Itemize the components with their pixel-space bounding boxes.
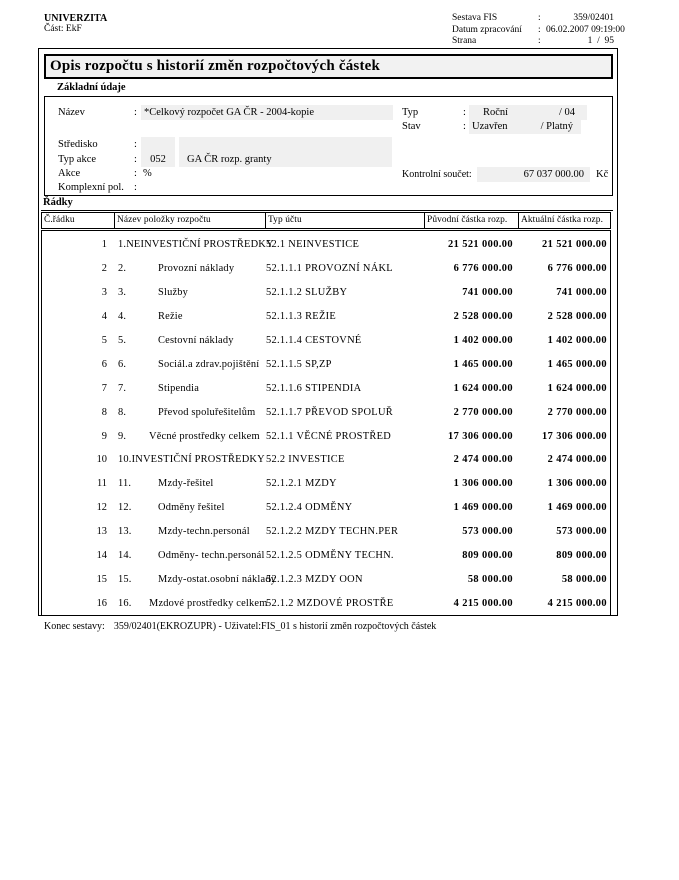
cell-account-type: 52.1.1.7 PŘEVOD SPOLUŘ: [266, 406, 393, 418]
nazev-colon: [134, 107, 137, 118]
cell-row-number: 9: [101, 430, 107, 442]
item-number: 7.: [118, 382, 127, 394]
cell-account-type: 52.1.1.5 SP,ZP: [266, 358, 332, 370]
basic-data-box: [44, 96, 613, 196]
item-number: 6.: [118, 358, 127, 370]
cell-row-number: 14: [96, 550, 107, 562]
komplexni-label: Komplexní pol.: [58, 182, 124, 193]
cell-row-number: 3: [101, 287, 107, 299]
item-label: Věcné prostředky celkem: [149, 430, 260, 442]
cell-item-name: [114, 383, 265, 394]
cell-current-amount: 573 000.00: [556, 526, 607, 538]
cell-original-amount: 2 770 000.00: [453, 406, 513, 418]
kontrolni-currency: Kč: [596, 169, 609, 180]
item-label: Sociál.a zdrav.pojištění: [158, 358, 260, 370]
cell-current-amount: 2 528 000.00: [547, 311, 607, 323]
cell-account-type: 52.1.1 VĚCNÉ PROSTŘED: [266, 430, 392, 442]
item-label: INVESTIČNÍ PROSTŘEDKY: [131, 454, 265, 466]
cell-item-name: [114, 239, 274, 251]
cell-row-number: 12: [96, 502, 107, 514]
cell-item-name: [114, 335, 265, 346]
cell-original-amount: 6 776 000.00: [453, 263, 513, 275]
cell-original-amount: 21 521 000.00: [448, 239, 513, 251]
org-part: Část: EkF: [44, 24, 82, 34]
cell-item-name: [114, 454, 265, 465]
table-row: [42, 352, 610, 376]
item-label: Mzdové prostředky celkem: [149, 597, 268, 609]
cell-account-type: 52.1.1.6 STIPENDIA: [266, 382, 362, 394]
meta-colon: [538, 36, 546, 48]
cell-current-amount: 6 776 000.00: [547, 263, 607, 275]
cell-current-amount: 58 000.00: [561, 573, 607, 585]
akce-label: Akce: [58, 168, 81, 179]
item-label: NEINVESTIČNÍ PROSTŘEDKY: [126, 239, 274, 251]
cell-original-amount: 809 000.00: [462, 550, 513, 562]
item-number: 16.: [118, 597, 132, 609]
table-row: [42, 567, 610, 591]
meta-label: Strana: [452, 36, 477, 46]
column-header: Typ účtu: [265, 213, 424, 228]
footer-label: Konec sestavy:: [44, 621, 105, 632]
column-header: Č.řádku: [44, 215, 75, 225]
cell-row-number: 1: [101, 239, 107, 251]
stav-colon: [463, 121, 466, 132]
cell-item-name: [114, 597, 268, 609]
cell-account-type: 52.2 INVESTICE: [266, 454, 345, 466]
cell-item-name: [114, 431, 265, 442]
table-row: [42, 520, 610, 544]
cell-current-amount: 741 000.00: [556, 287, 607, 299]
meta-value: 359/02401: [573, 13, 614, 23]
table-top-rule: [41, 210, 613, 211]
meta-label: Datum zpracování: [452, 24, 522, 35]
section-heading-rows: Řádky: [43, 197, 73, 208]
cell-row-number: 4: [101, 311, 107, 323]
cell-row-number: 13: [96, 526, 107, 538]
report-meta-row: [452, 13, 614, 25]
cell-item-name: [114, 407, 265, 418]
typ-akce-colon: [134, 154, 137, 165]
stredisko-label: Středisko: [58, 139, 98, 150]
table-row: [42, 591, 610, 615]
cell-original-amount: 741 000.00: [462, 287, 513, 299]
cell-original-amount: 1 469 000.00: [453, 502, 513, 514]
cell-original-amount: 2 474 000.00: [453, 454, 513, 466]
cell-account-type: 52.1.1.2 SLUŽBY: [266, 287, 348, 299]
cell-item-name: [114, 526, 265, 537]
cell-original-amount: 4 215 000.00: [453, 597, 513, 609]
cell-item-name: [114, 263, 265, 274]
cell-current-amount: 2 474 000.00: [547, 454, 607, 466]
typ-value: Roční: [483, 107, 509, 118]
cell-item-name: [114, 478, 265, 489]
stav-field[interactable]: [469, 119, 581, 134]
item-label: Převod spoluřešitelům: [158, 406, 256, 418]
typ-akce-name-field[interactable]: GA ČR rozp. granty: [179, 152, 392, 167]
cell-account-type: 52.1.1.4 CESTOVNÉ: [266, 335, 362, 346]
item-label: Stipendia: [158, 382, 200, 394]
table-row: [42, 305, 610, 329]
item-label: Odměny řešitel: [158, 502, 225, 514]
cell-row-number: 2: [101, 263, 107, 275]
item-label: Mzdy-řešitel: [158, 478, 214, 490]
item-number: 13.: [118, 526, 132, 538]
item-label: Režie: [158, 311, 183, 323]
cell-item-name: [114, 311, 265, 322]
item-label: Služby: [158, 287, 189, 299]
column-header: Název položky rozpočtu: [114, 213, 265, 228]
nazev-label: Název: [58, 107, 85, 118]
cell-current-amount: 1 469 000.00: [547, 502, 607, 514]
cell-item-name: [114, 550, 265, 561]
cell-current-amount: 1 306 000.00: [547, 478, 607, 490]
stav-label: Stav: [402, 121, 421, 132]
typ-field[interactable]: [469, 105, 587, 120]
cell-original-amount: 1 306 000.00: [453, 478, 513, 490]
kontrolni-field: 67 037 000.00: [477, 167, 590, 182]
cell-row-number: 5: [101, 335, 107, 346]
item-label: Odměny- techn.personál: [158, 550, 265, 562]
cell-row-number: 10: [96, 454, 107, 466]
item-label: Mzdy-techn.personál: [158, 526, 250, 538]
item-number: 2.: [118, 263, 127, 275]
item-number: 9.: [118, 430, 127, 442]
cell-row-number: 7: [101, 382, 107, 394]
item-label: Mzdy-ostat.osobní náklady: [158, 573, 277, 585]
column-header: Aktuální částka rozp.: [518, 213, 612, 228]
item-number: 3.: [118, 287, 127, 299]
cell-original-amount: 1 465 000.00: [453, 358, 513, 370]
table-row: [42, 281, 610, 305]
table-row: [42, 472, 610, 496]
meta-label: Sestava FIS: [452, 13, 498, 23]
cell-account-type: 52.1.2.3 MZDY OON: [266, 573, 363, 585]
cell-original-amount: 2 528 000.00: [453, 311, 513, 323]
typ-akce-code-field[interactable]: 052: [141, 152, 175, 167]
meta-value: 06.02.2007 09:19:00: [546, 24, 625, 35]
cell-row-number: 6: [101, 358, 107, 370]
cell-row-number: 8: [101, 406, 107, 418]
kontrolni-label: Kontrolní součet:: [402, 169, 472, 180]
item-number: 10.: [118, 454, 132, 466]
cell-original-amount: 17 306 000.00: [448, 430, 513, 442]
table-body: [41, 230, 611, 616]
table-row: [42, 448, 610, 472]
typ-suffix: / 04: [558, 107, 575, 118]
table-row: [42, 544, 610, 568]
typ-label: Typ: [402, 107, 419, 118]
cell-current-amount: 1 402 000.00: [547, 335, 607, 346]
cell-account-type: 52.1.2.2 MZDY TECHN.PER: [266, 526, 399, 538]
meta-colon: [538, 25, 546, 37]
report-meta: [452, 13, 625, 48]
typ-colon: [463, 107, 466, 118]
cell-account-type: 52.1.2.4 ODMĚNY: [266, 502, 353, 514]
cell-original-amount: 1 624 000.00: [453, 382, 513, 394]
cell-account-type: 52.1.1.3 REŽIE: [266, 311, 336, 323]
item-number: 5.: [118, 335, 127, 346]
cell-item-name: [114, 502, 265, 513]
meta-value: 1 / 95: [587, 36, 614, 46]
cell-item-name: [114, 287, 265, 298]
item-number: 15.: [118, 573, 132, 585]
cell-current-amount: 809 000.00: [556, 550, 607, 562]
stredisko-code-field[interactable]: [141, 137, 175, 152]
item-label: Cestovní náklady: [158, 335, 234, 346]
cell-item-name: [114, 573, 277, 585]
cell-original-amount: 58 000.00: [467, 573, 513, 585]
cell-current-amount: 2 770 000.00: [547, 406, 607, 418]
stredisko-colon: [134, 139, 137, 150]
cell-current-amount: 1 624 000.00: [547, 382, 607, 394]
cell-original-amount: 1 402 000.00: [453, 335, 513, 346]
report-meta-row: [452, 24, 625, 37]
column-header: Původní částka rozp.: [424, 213, 518, 228]
item-number: 8.: [118, 406, 127, 418]
report-footer: [44, 621, 436, 632]
report-title: Opis rozpočtu s historií změn rozpočtových částek: [44, 54, 613, 79]
cell-account-type: 52.1.2.1 MZDY: [266, 478, 337, 490]
nazev-field[interactable]: *Celkový rozpočet GA ČR - 2004-kopie: [141, 105, 393, 120]
cell-account-type: 52.1 NEINVESTICE: [266, 239, 360, 251]
table-row: [42, 257, 610, 281]
cell-current-amount: 1 465 000.00: [547, 358, 607, 370]
cell-current-amount: 4 215 000.00: [547, 597, 607, 609]
cell-current-amount: 21 521 000.00: [542, 239, 607, 251]
item-number: 11.: [118, 478, 132, 490]
cell-item-name: [114, 359, 265, 370]
report-meta-row: [452, 36, 614, 48]
org-block: [44, 13, 107, 35]
item-number: 12.: [118, 502, 132, 514]
item-number: 1.: [118, 239, 127, 251]
report-frame: [38, 48, 618, 616]
cell-account-type: 52.1.2 MZDOVÉ PROSTŘE: [266, 597, 394, 609]
table-row: [42, 496, 610, 520]
cell-account-type: 52.1.1.1 PROVOZNÍ NÁKL: [266, 263, 393, 275]
cell-row-number: 15: [96, 573, 107, 585]
stav-suffix: / Platný: [540, 121, 573, 132]
stav-value: Uzavřen: [472, 121, 508, 132]
table-row: [42, 400, 610, 424]
cell-current-amount: 17 306 000.00: [542, 430, 607, 442]
table-header-row: [41, 212, 611, 229]
cell-original-amount: 573 000.00: [462, 526, 513, 538]
table-row: [42, 233, 610, 257]
stredisko-name-field[interactable]: [179, 137, 392, 152]
cell-row-number: 16: [96, 597, 107, 609]
item-number: 4.: [118, 311, 127, 323]
cell-row-number: 11: [96, 478, 107, 490]
section-heading-basic: Základní údaje: [57, 82, 126, 93]
table-row: [42, 376, 610, 400]
org-name: UNIVERZITA: [44, 13, 108, 24]
typ-akce-label: Typ akce: [58, 154, 97, 165]
akce-colon: [134, 168, 137, 179]
cell-account-type: 52.1.2.5 ODMĚNY TECHN.: [266, 550, 394, 562]
table-row: [42, 424, 610, 448]
akce-value: %: [143, 168, 152, 179]
item-number: 14.: [118, 550, 132, 562]
komplexni-colon: [134, 182, 137, 193]
table-row: [42, 329, 610, 353]
meta-colon: [538, 13, 546, 25]
item-label: Provozní náklady: [158, 263, 235, 275]
footer-text: 359/02401(EKROZUPR) - Uživatel:FIS_01 s historií změn rozpočtových částek: [113, 621, 437, 632]
